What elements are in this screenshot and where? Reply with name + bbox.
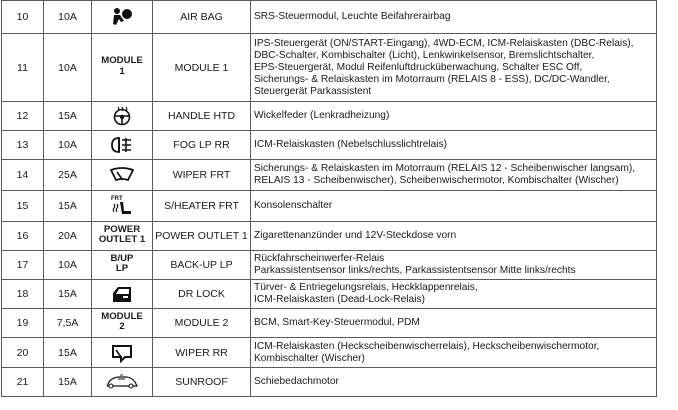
fuse-number: 17 [2,251,44,280]
fuse-number: 21 [2,368,44,397]
fuse-name: AIR BAG [153,1,251,34]
table-row [2,102,657,131]
seat-heater-icon-label: FRT [111,196,123,202]
table-row [2,280,657,309]
description-line: RELAIS 13 - Scheibenwischer), Scheibenwischermotor, Kombischalter (Wischer) [254,175,619,186]
fuse-description [251,1,657,34]
fuse-rating: 15A [44,191,92,222]
fuse-number: 10 [2,1,44,34]
fuse-number: 19 [2,309,44,338]
description-line: ICM-Relaiskasten (Nebelschlusslichtrelais) [254,139,448,150]
description-line: Sicherungs- & Relaiskasten im Motorraum (RELAIS 12 - Scheibenwischer langsam), [254,163,636,174]
fuse-number: 16 [2,222,44,251]
table-row [2,251,657,280]
fuse-rating: 10A [44,1,92,34]
fuse-rating: 10A [44,131,92,160]
fuse-number: 11 [2,34,44,102]
symbol-label: MODULE 2 [101,310,143,333]
fuse-description [251,191,657,222]
fuse-symbol [92,131,153,160]
fuse-description [251,131,657,160]
fuse-symbol [92,191,153,222]
fuse-number: 20 [2,338,44,368]
table-row [2,222,657,251]
front-seat-heater-icon [109,194,135,218]
fuse-symbol [92,309,153,338]
door-lock-icon [110,284,134,304]
description-line: Steuergerät Parkassistent [254,85,372,97]
description-line: SRS-Steuermodul, Leuchte Beifahrerairbag [254,11,451,22]
fuse-rating: 10A [44,251,92,280]
fuse-symbol [92,160,153,191]
fuse-number: 12 [2,102,44,131]
fuse-symbol [92,102,153,131]
fuse-description [251,280,657,309]
table-row [2,368,657,397]
description-line: EPS-Steuergerät, Modul Reifenluftdrucküberwachung, Schalter ESC Off, [254,61,583,73]
fuse-symbol [92,1,153,34]
fuse-name: WIPER RR [153,338,251,368]
fuse-rating: 20A [44,222,92,251]
fuse-description [251,160,657,191]
symbol-label: MODULE 1 [101,55,143,77]
fuse-description [251,222,657,251]
description-line: Rückfahrscheinwerfer-Relais [254,253,385,264]
fuse-table [1,0,657,397]
description-line: Parkassistentsensor links/rechts, Parkassistentsensor Mitte links/rechts [254,265,576,276]
table-row [2,160,657,191]
fuse-number: 15 [2,191,44,222]
description-line: Türver- & Entriegelungsrelais, Heckklappenrelais, [254,282,478,293]
fuse-symbol [92,222,153,251]
description-line: IPS-Steuergerät (ON/START-Eingang), 4WD-ECM, ICM-Relaiskasten (DBC-Relais), [254,37,634,49]
fuse-number: 13 [2,131,44,160]
fuse-rating: 25A [44,160,92,191]
symbol-label: B/UP LP [110,252,134,275]
fuse-name: FOG LP RR [153,131,251,160]
description-line: ICM-Relaiskasten (Dead-Lock-Relais) [254,294,425,305]
fuse-name: POWER OUTLET 1 [153,222,251,251]
fuse-description [251,34,657,102]
table-row [2,1,657,34]
fuse-name: WIPER FRT [153,160,251,191]
description-line: DBC-Schalter, Kombischalter (Licht), Lenkwinkelsensor, Bremslichtschalter, [254,49,595,61]
fuse-symbol [92,368,153,397]
table-row [2,309,657,338]
table-row [2,34,657,102]
rear-fog-lamp-icon [109,136,135,154]
fuse-name: MODULE 2 [153,309,251,338]
description-line: Konsolenschalter [254,200,333,211]
description-line: Wickelfeder (Lenkradheizung) [254,110,390,121]
fuse-description [251,251,657,280]
heated-steering-wheel-icon [111,106,133,126]
fuse-rating: 7,5A [44,309,92,338]
description-line: Zigarettenanzünder und 12V-Steckdose vorn [254,230,457,241]
fuse-rating: 15A [44,338,92,368]
fuse-rating: 15A [44,102,92,131]
description-line: Kombischalter (Wischer) [254,352,365,364]
description-line: Sicherungs- & Relaiskasten im Motorraum (RELAIS 8 - ESS), DC/DC-Wandler, [254,73,610,85]
symbol-label: POWER OUTLET 1 [98,223,146,246]
fuse-symbol [92,280,153,309]
fuse-rating: 15A [44,280,92,309]
table-row [2,191,657,222]
sunroof-icon [105,374,139,390]
fuse-description [251,338,657,368]
fuse-name: HANDLE HTD [153,102,251,131]
table-row [2,338,657,368]
airbag-icon [111,7,133,27]
fuse-description [251,368,657,397]
front-wiper-icon [109,167,135,183]
table-row [2,131,657,160]
fuse-description [251,309,657,338]
fuse-number: 14 [2,160,44,191]
description-line: BCM, Smart-Key-Steuermodul, PDM [254,317,420,328]
fuse-name: BACK-UP LP [153,251,251,280]
fuse-name: SUNROOF [153,368,251,397]
fuse-symbol [92,251,153,280]
fuse-symbol [92,338,153,368]
fuse-name: S/HEATER FRT [153,191,251,222]
description-line: ICM-Relaiskasten (Heckscheibenwischerrelais), Heckscheibenwischermotor, [254,340,600,352]
fuse-description [251,102,657,131]
description-line: Schiebedachmotor [254,376,339,387]
fuse-rating: 15A [44,368,92,397]
fuse-number: 18 [2,280,44,309]
fuse-rating: 10A [44,34,92,102]
fuse-symbol [92,34,153,102]
fuse-name: DR LOCK [153,280,251,309]
fuse-name: MODULE 1 [153,34,251,102]
rear-wiper-icon [110,343,134,363]
